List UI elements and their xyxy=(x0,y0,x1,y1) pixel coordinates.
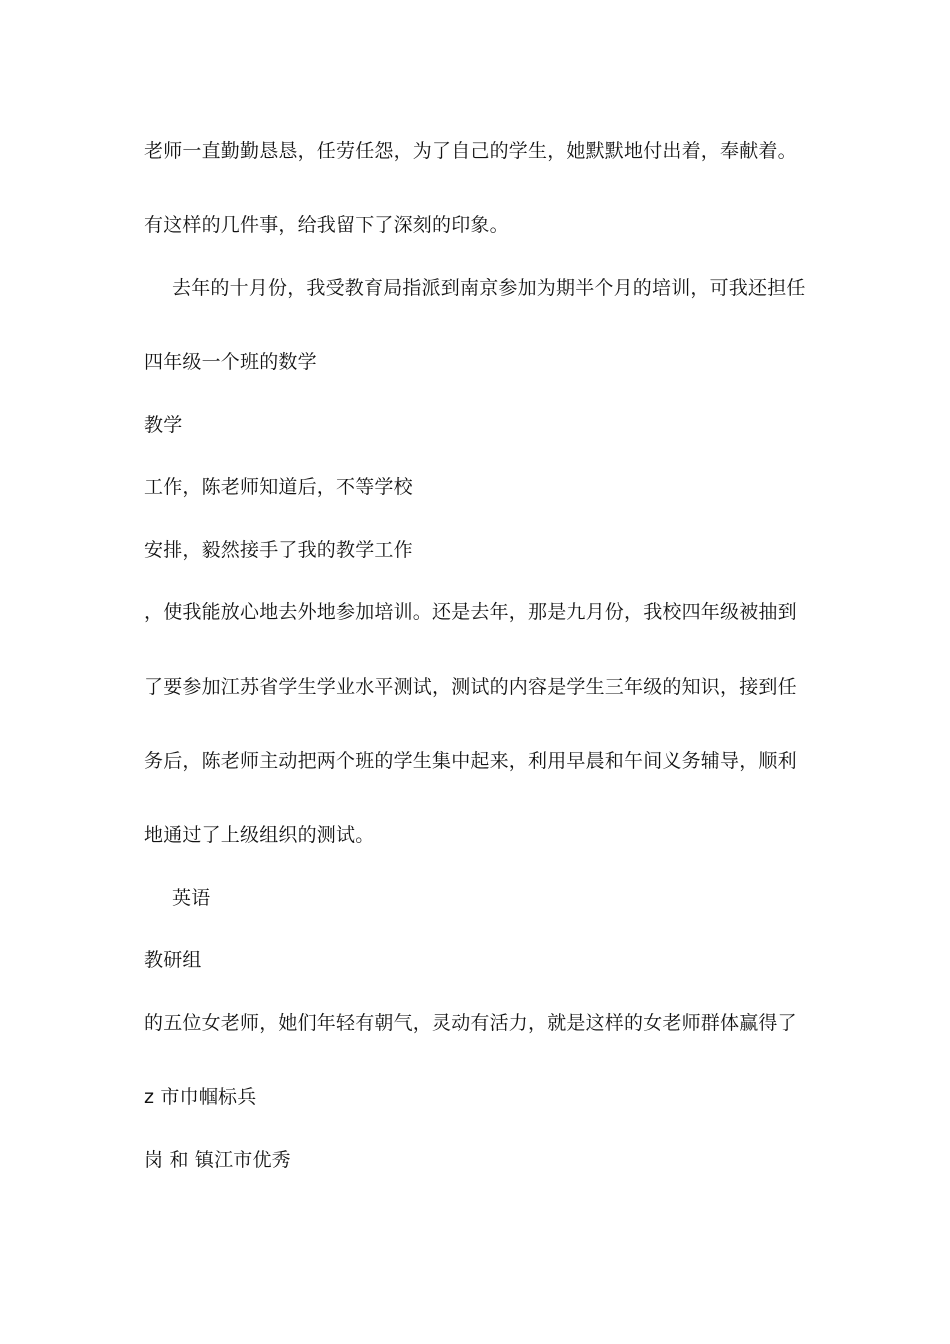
text-line-11: 地通过了上级组织的测试。 xyxy=(144,824,375,846)
text-line-6: 工作，陈老师知道后，不等学校 xyxy=(144,476,413,498)
text-line-5: 教学 xyxy=(144,414,183,436)
text-line-16: 岗 和 镇江市优秀 xyxy=(144,1149,291,1171)
text-line-9: 了要参加江苏省学生学业水平测试，测试的内容是学生三年级的知识，接到任 xyxy=(144,676,797,698)
text-line-1: 老师一直勤勤恳恳，任劳任怨，为了自己的学生，她默默地付出着，奉献着。 xyxy=(144,140,797,162)
text-line-3: 去年的十月份，我受教育局指派到南京参加为期半个月的培训，可我还担任 xyxy=(172,277,806,299)
text-line-13: 教研组 xyxy=(144,949,202,971)
text-line-15: z 市巾帼标兵 xyxy=(144,1086,257,1108)
text-line-4: 四年级一个班的数学 xyxy=(144,351,317,373)
text-line-10: 务后，陈老师主动把两个班的学生集中起来，利用早晨和午间义务辅导，顺利 xyxy=(144,750,797,772)
text-line-12: 英语 xyxy=(172,887,211,909)
text-line-14: 的五位女老师，她们年轻有朝气，灵动有活力，就是这样的女老师群体赢得了 xyxy=(144,1012,797,1034)
text-line-7: 安排，毅然接手了我的教学工作 xyxy=(144,539,413,561)
text-line-2: 有这样的几件事，给我留下了深刻的印象。 xyxy=(144,214,509,236)
text-line-8: ，使我能放心地去外地参加培训。还是去年，那是九月份，我校四年级被抽到 xyxy=(144,601,797,623)
